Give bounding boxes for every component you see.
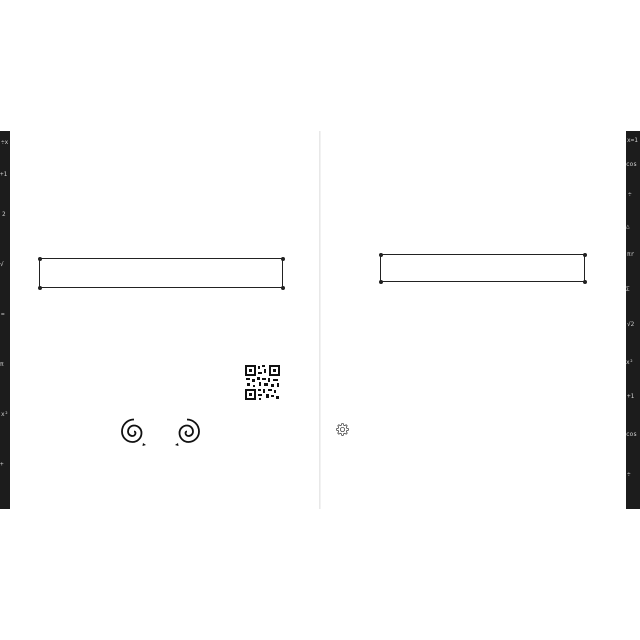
book-spread	[0, 131, 640, 509]
gear-icon	[336, 423, 349, 436]
right-highlight-box	[380, 254, 585, 282]
caesar-cipher-table	[345, 387, 609, 396]
book-gutter	[319, 131, 321, 509]
cipher-arrows	[345, 387, 609, 396]
clockwise-spiral-icon	[118, 417, 150, 449]
left-page-title	[28, 168, 294, 182]
chalkboard-edge-left: ÷x +1 2 √ = π x² +	[0, 131, 10, 509]
counterclockwise-spiral-icon	[171, 417, 203, 449]
left-highlight-box	[39, 258, 283, 288]
chalkboard-edge-right: x=1 cos ÷ △ πr Σ √2 x² +1 cos ÷	[626, 131, 640, 509]
page-left	[28, 131, 294, 509]
qr-code[interactable]	[244, 364, 281, 401]
page-right	[345, 131, 609, 509]
